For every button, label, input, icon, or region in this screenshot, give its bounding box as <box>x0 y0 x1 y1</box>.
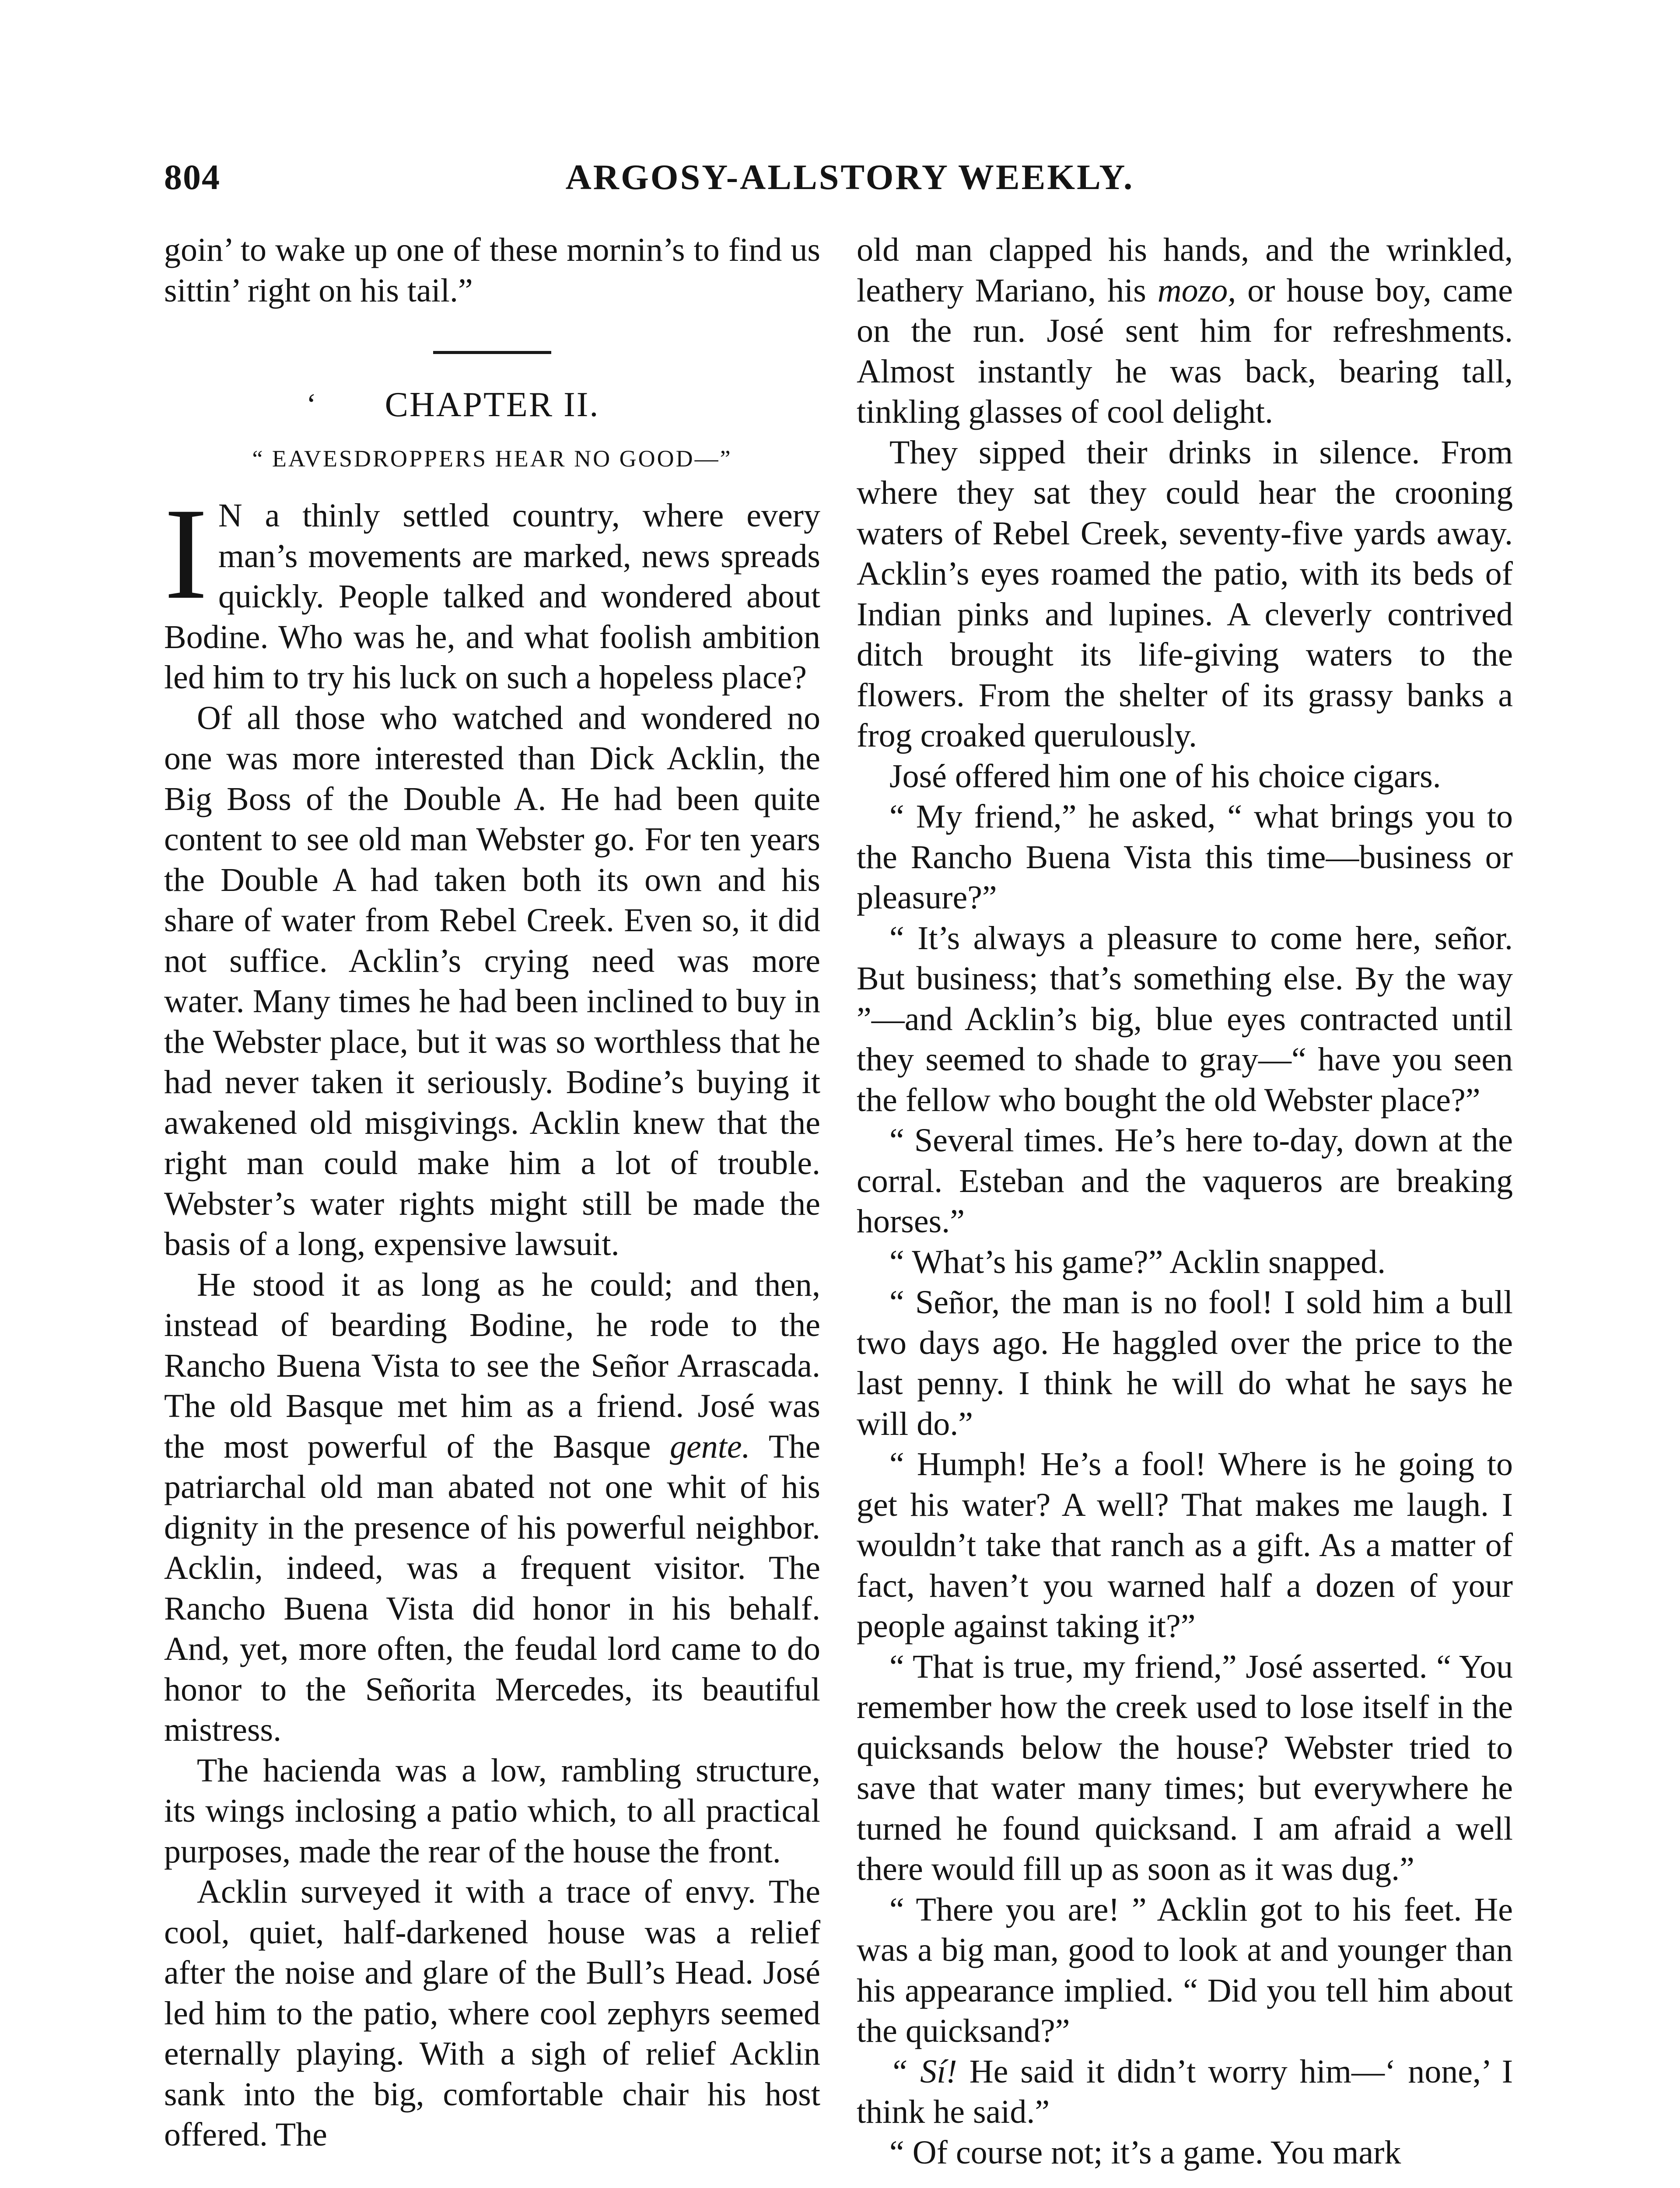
paragraph: They sipped their drinks in silence. From where they sat they could hear the crooning waters of Rebel Creek, seventy-five yards away. Acklin’s eyes roamed the patio, with its beds of Indian pinks and lupines. A cleverly contrived ditch brought its life-giving waters to the flowers. From the shelter of its grassy banks a frog croaked querulously. <box>857 434 1513 754</box>
paragraph <box>857 2051 1513 2132</box>
paragraph: “ It’s always a pleasure to come here, señor. But business; that’s something else. By the way ”—and Acklin’s big, blue eyes contracted until they seemed to shade to gray—“ have you seen the fellow who bought the old Webster place?” <box>857 919 1513 1119</box>
carryover-paragraph: goin’ to wake up one of these mornin’s to find us sittin’ right on his tail.” <box>164 231 820 309</box>
chapter-title: CHAPTER II. <box>385 386 600 424</box>
paragraph-text: The patriarchal old man abated not one whit of his dignity in the presence of his powerful neighbor. Acklin, indeed, was a frequent visitor. The Rancho Buena Vista did honor in his behalf. And, yet, more often, the feudal lord came to do honor to the Señorita Mercedes, its beautiful mistress. <box>164 1428 820 1748</box>
opening-paragraph <box>164 481 820 698</box>
paragraph: Acklin surveyed it with a trace of envy. The cool, quiet, half-darkened house was a relief after the noise and glare of the Bull’s Head. José led him to the patio, where cool zephyrs seemed eternally playing. With a sigh of relief Acklin sank into the big, comfortable chair his host offered. The <box>164 1873 820 2153</box>
chapter-subtitle: “ EAVESDROPPERS HEAR NO GOOD—” <box>252 445 732 472</box>
paragraph: “ Humph! He’s a fool! Where is he going to get his water? A well? That makes me laugh. I wouldn’t take that ranch as a gift. As a matter of fact, haven’t you warned half a dozen of your people against taking it?” <box>857 1446 1513 1645</box>
italic-text: mozo, <box>1157 272 1236 309</box>
paragraph-text: or house boy, came on the run. José sent him for refreshments. Almost instantly he was back, bearing tall, tinkling glasses of cool delight. <box>857 272 1513 430</box>
paragraph: “ What’s his game?” Acklin snapped. <box>889 1243 1386 1280</box>
paragraph: “ Of course not; it’s a game. You mark <box>889 2134 1401 2171</box>
paragraph: Of all those who watched and wondered no one was more interested than Dick Acklin, the Big Boss of the Double A. He had been quite content to see old man Webster go. For ten years the Double A had taken both its own and his share of water from Rebel Creek. Even so, it did not suffice. Acklin’s crying need was more water. Many times he had been inclined to buy in the Webster place, but it was so worthless that he had never taken it seriously. Bodine’s buying it awakened old misgivings. Acklin knew that the right man could make him a lot of trouble. Webster’s water rights might still be made the basis of a long, expensive lawsuit. <box>164 699 820 1262</box>
paragraph: “ That is true, my friend,” José asserted. “ You remember how the creek used to lose itself in the quicksands below the house? Webster tried to save that water many times; but everywhere he turned he found quicksand. I am afraid a well there would fill up as soon as it was dug.” <box>857 1648 1513 1887</box>
paragraph-text: He stood it as long as he could; and then, instead of bearding Bodine, he rode to the Rancho Buena Vista to see the Señor Arrascada. The old Basque met him as a friend. José was the most powerful of the Basque <box>164 1266 820 1465</box>
paragraph: “ My friend,” he asked, “ what brings you to the Rancho Buena Vista this time—business or pleasure?” <box>857 798 1513 916</box>
opening-paragraph-text: N a thinly settled country, where every man’s movements are marked, news spreads quickly. People talked and wondered about Bodine. Who was he, and what foolish ambition led him to try his luck on such a hopeless place? <box>164 497 820 696</box>
italic-text: “ Sí! <box>889 2053 957 2090</box>
paragraph <box>164 1265 820 1750</box>
page-header <box>164 157 1536 209</box>
right-column <box>857 230 1513 2173</box>
section-rule <box>433 351 551 354</box>
paragraph-text: old man clapped his hands, and the wrinkled, leathery Mariano, his <box>857 231 1513 309</box>
paragraph <box>857 230 1513 432</box>
chapter-bullet: ‘ <box>306 388 318 421</box>
left-column <box>164 230 820 2155</box>
paragraph: “ Several times. He’s here to-day, down at the corral. Esteban and the vaqueros are breaking horses.” <box>857 1122 1513 1240</box>
page-number: 804 <box>164 157 220 197</box>
paragraph-text: He said it didn’t worry him—‘ none,’ I think he said.” <box>857 2053 1513 2130</box>
italic-text: gente. <box>670 1428 750 1465</box>
paragraph: “ Señor, the man is no fool! I sold him a bull two days ago. He haggled over the price to the last penny. I think he will do what he says he will do.” <box>857 1284 1513 1442</box>
chapter-heading <box>164 385 820 425</box>
drop-cap: I <box>164 481 208 626</box>
paragraph: “ There you are! ” Acklin got to his feet. He was a big man, good to look at and younger than his appearance implied. “ Did you tell him about the quicksand?” <box>857 1891 1513 2049</box>
paragraph: The hacienda was a low, rambling structure, its wings inclosing a patio which, to all practical purposes, made the rear of the house the front. <box>164 1752 820 1870</box>
paragraph: José offered him one of his choice cigars. <box>889 757 1441 795</box>
running-head: ARGOSY-ALLSTORY WEEKLY. <box>565 157 1134 197</box>
